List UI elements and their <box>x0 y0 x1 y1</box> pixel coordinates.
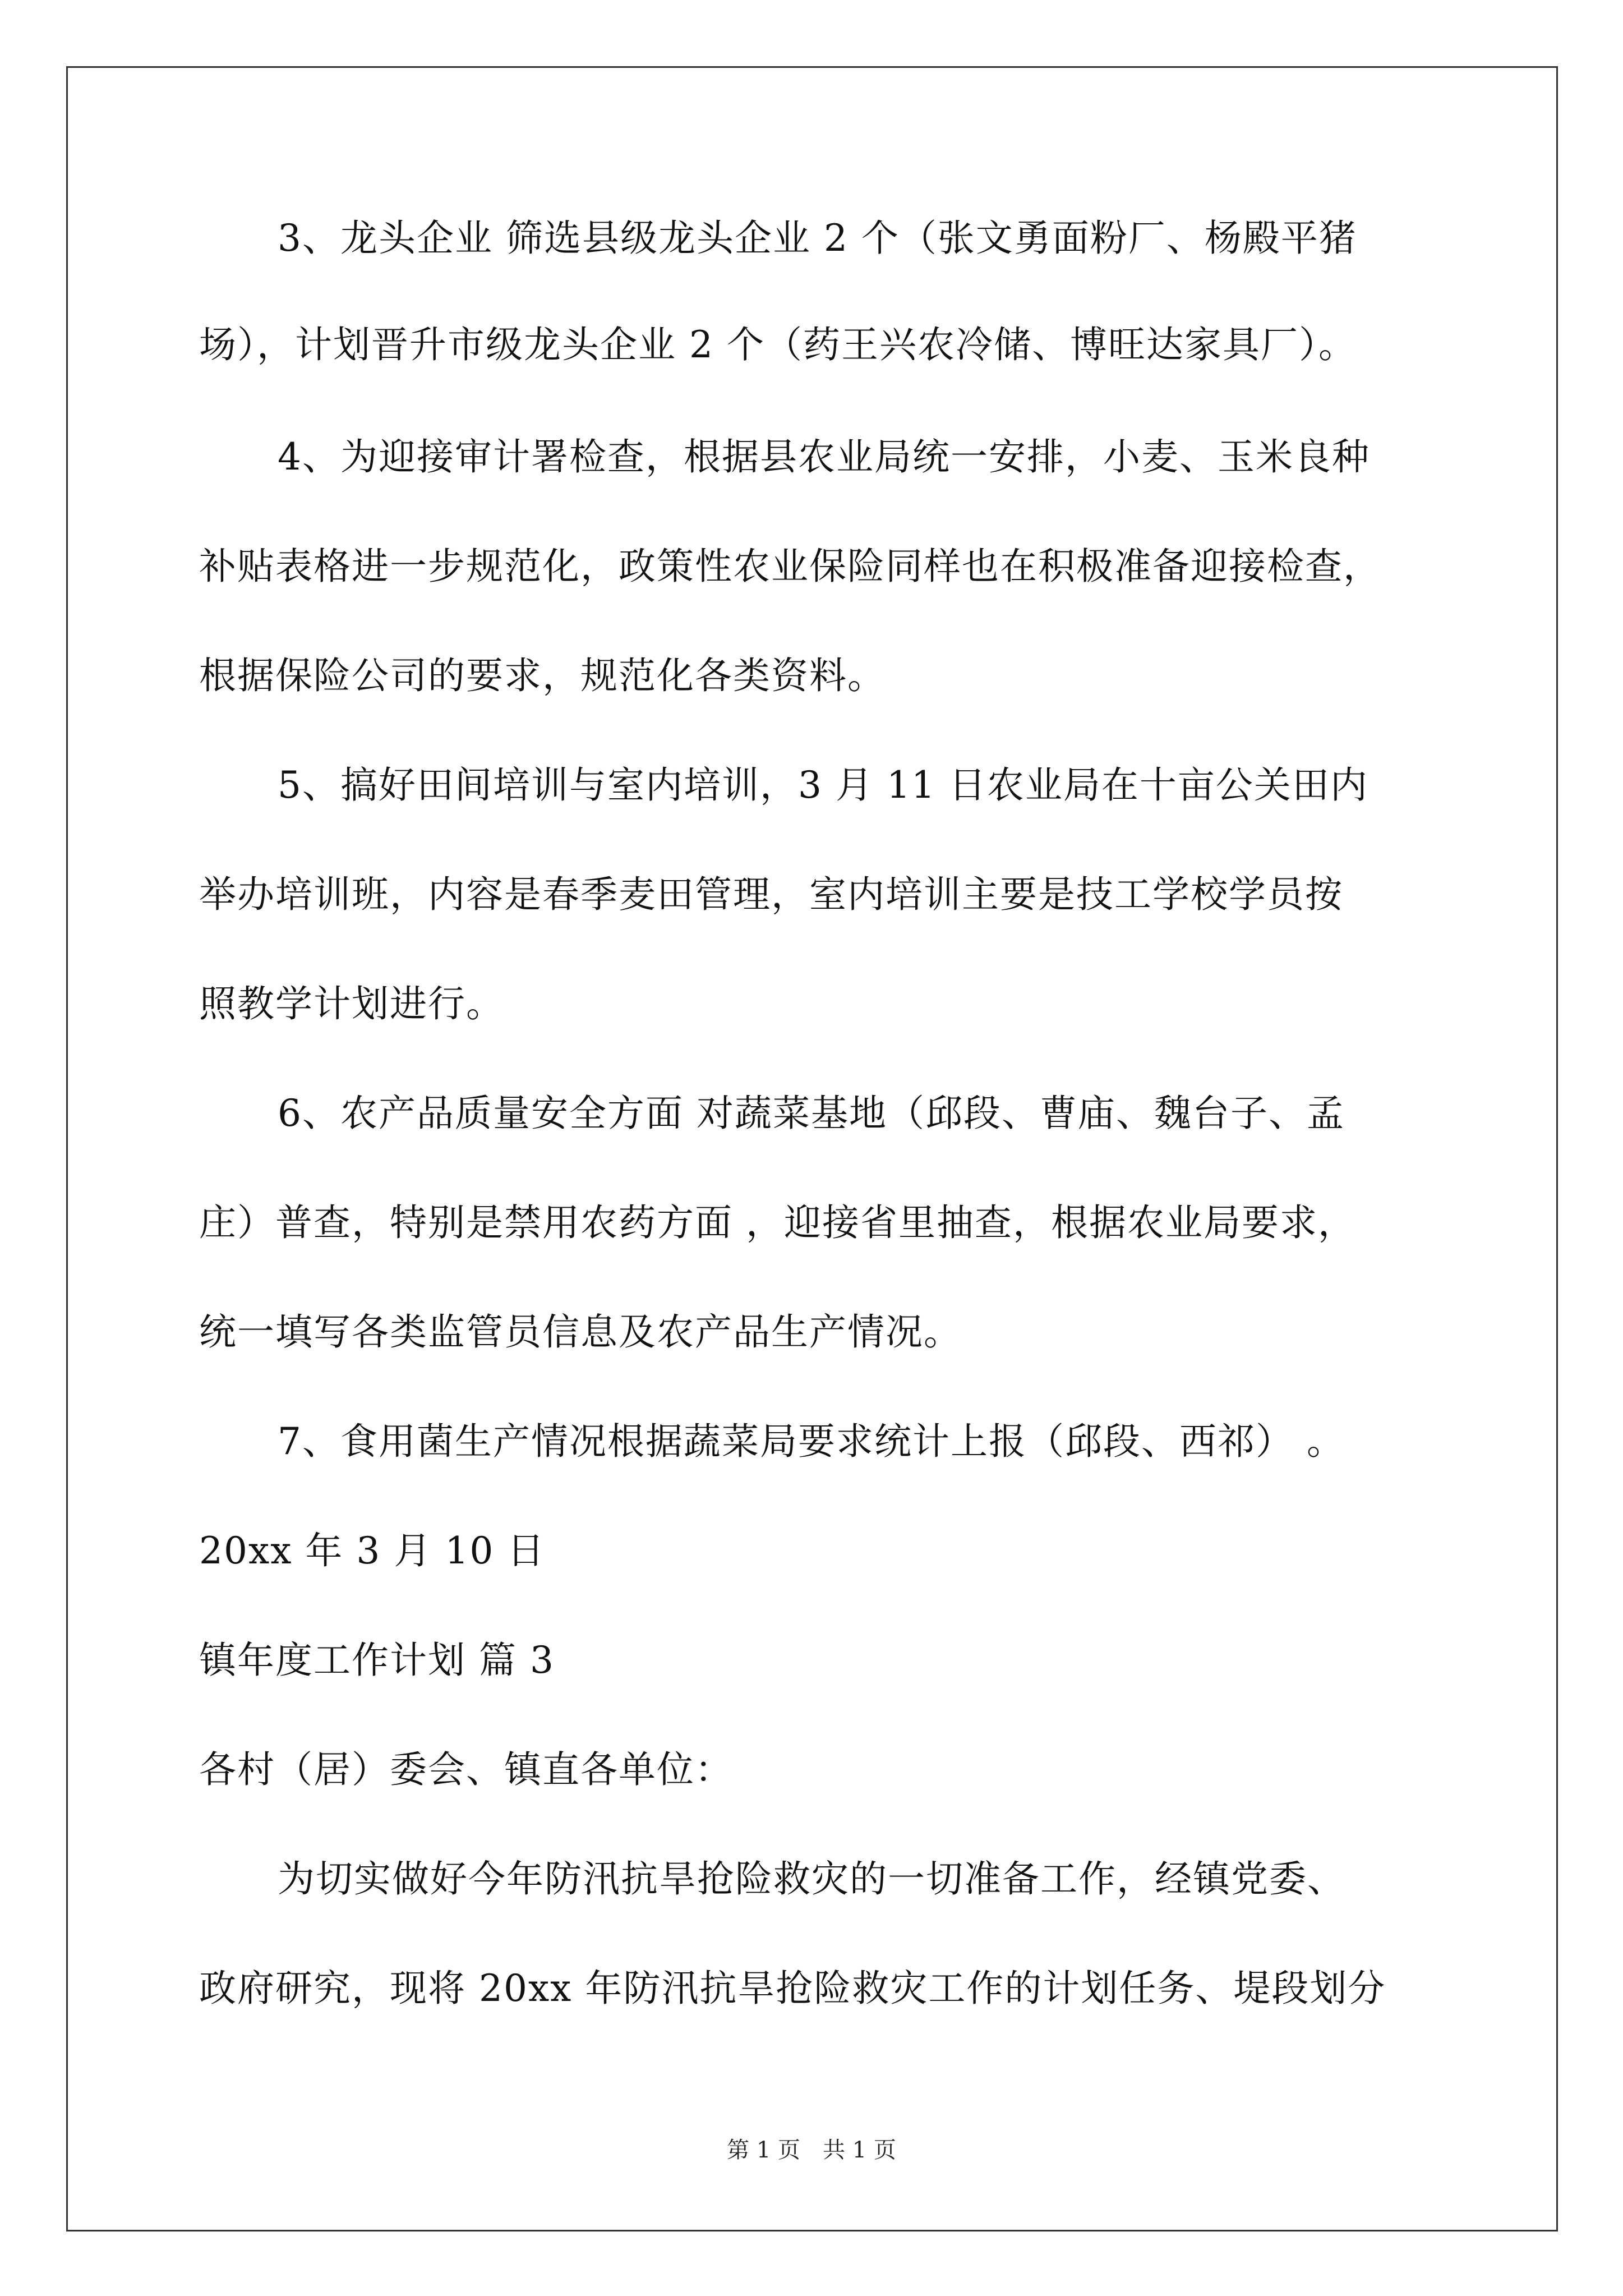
paragraph-5-line-2: 举办培训班，内容是春季麦田管理，室内培训主要是技工学校学员按 <box>199 873 1343 916</box>
page-number-footer: 第 1 页 共 1 页 <box>727 2137 896 2163</box>
paragraph-6-line-3: 统一填写各类监管员信息及农产品生产情况。 <box>199 1310 962 1354</box>
paragraph-3-line-2: 场），计划晋升市级龙头企业 2 个（药王兴农冷储、博旺达家具厂）。 <box>199 323 1357 366</box>
paragraph-7-line-1: 7、食用菌生产情况根据蔬菜局要求统计上报（邱段、西祁） 。 <box>278 1420 1345 1463</box>
paragraph-5-line-1: 5、搞好田间培训与室内培训，3 月 11 日农业局在十亩公关田内 <box>278 763 1368 807</box>
salutation: 各村（居）委会、镇直各单位： <box>199 1748 733 1791</box>
intro-line-1: 为切实做好今年防汛抗旱抢险救灾的一切准备工作，经镇党委、 <box>278 1857 1345 1901</box>
paragraph-3-line-1: 3、龙头企业 筛选县级龙头企业 2 个（张文勇面粉厂、杨殿平猪 <box>278 217 1357 260</box>
paragraph-5-line-3: 照教学计划进行。 <box>199 982 504 1025</box>
paragraph-4-line-1: 4、为迎接审计署检查，根据县农业局统一安排，小麦、玉米良种 <box>278 435 1370 478</box>
paragraph-6-line-1: 6、农产品质量安全方面 对蔬菜基地（邱段、曹庙、魏台子、孟 <box>278 1092 1345 1135</box>
intro-line-2: 政府研究，现将 20xx 年防汛抗旱抢险救灾工作的计划任务、堤段划分 <box>199 1967 1386 2010</box>
section-heading: 镇年度工作计划 篇 3 <box>199 1639 555 1682</box>
paragraph-4-line-2: 补贴表格进一步规范化，政策性农业保险同样也在积极准备迎接检查， <box>199 545 1381 588</box>
page-border <box>66 66 1558 2231</box>
paragraph-6-line-2: 庄）普查，特别是禁用农药方面 ，迎接省里抽查，根据农业局要求， <box>199 1201 1356 1244</box>
paragraph-4-line-3: 根据保险公司的要求，规范化各类资料。 <box>199 654 886 697</box>
date-line: 20xx 年 3 月 10 日 <box>199 1529 546 1572</box>
